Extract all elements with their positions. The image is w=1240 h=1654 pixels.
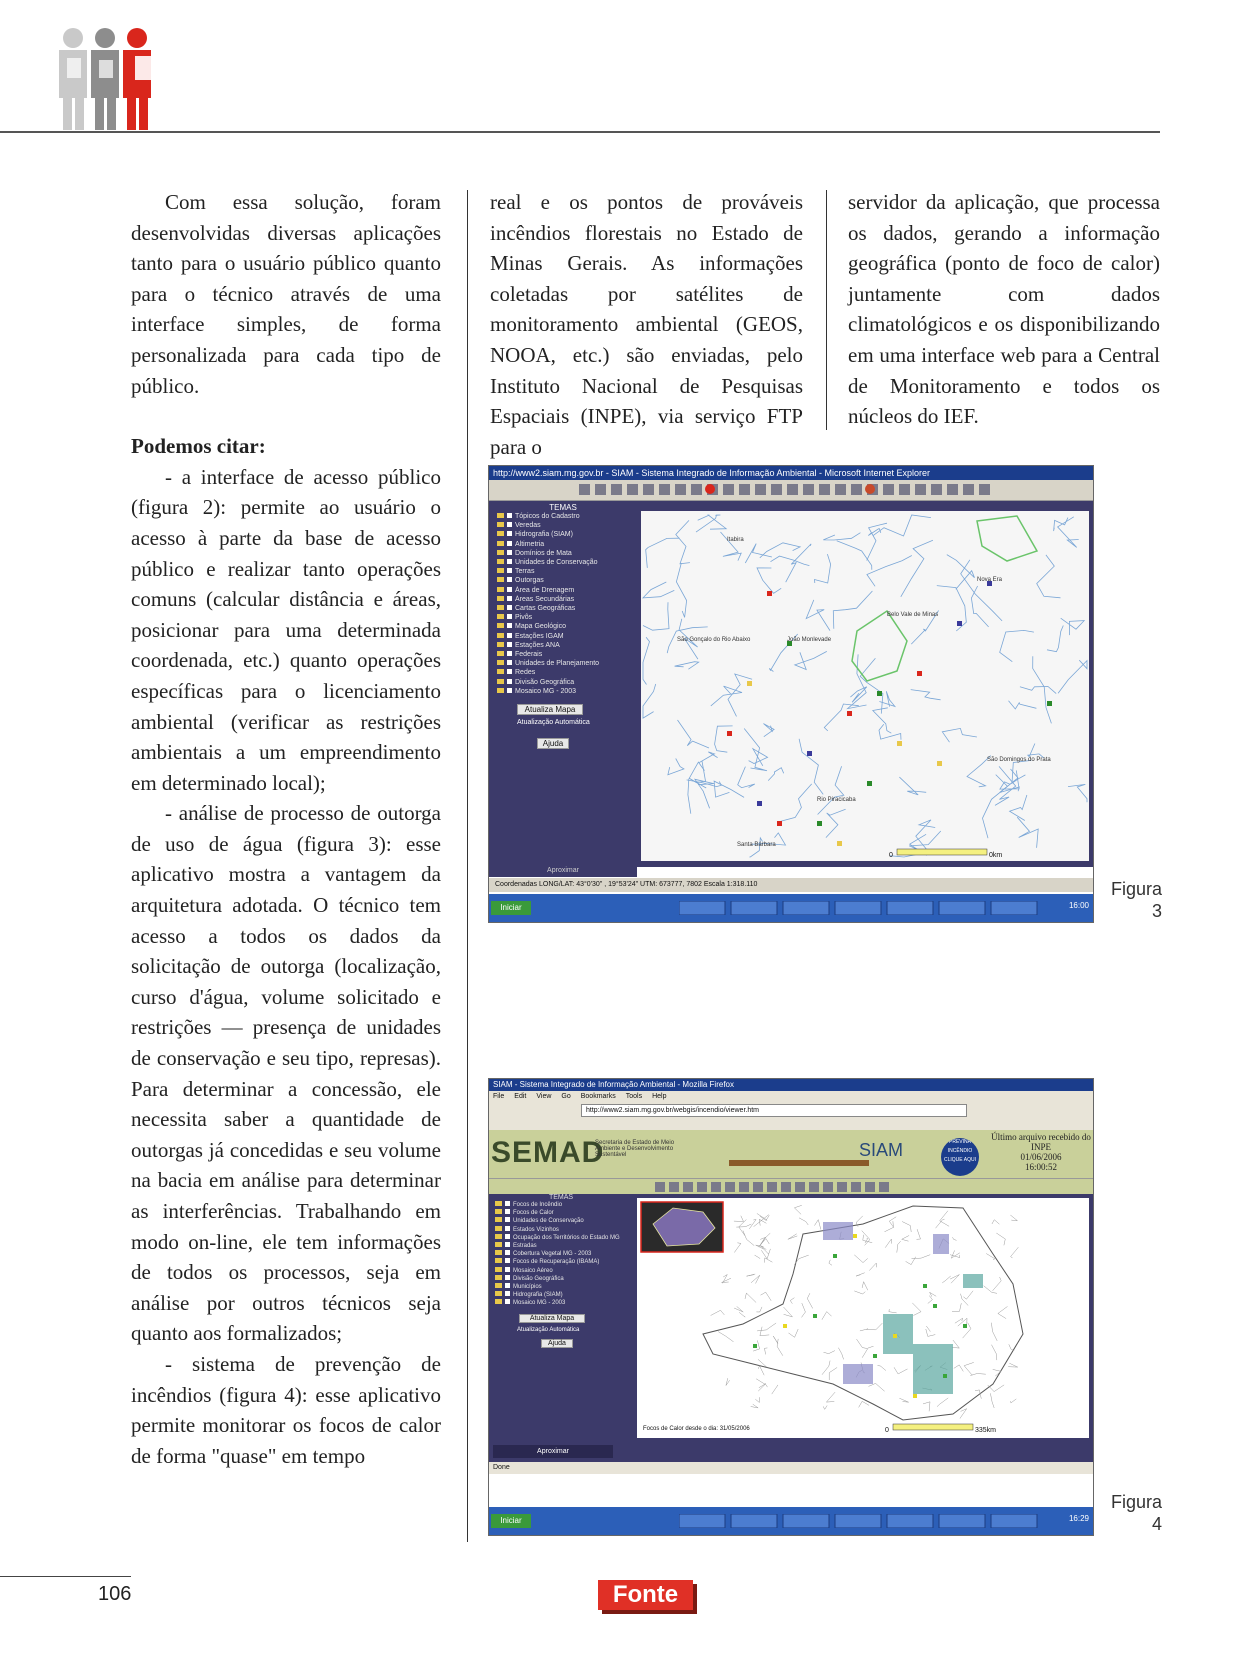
folder-icon <box>497 550 504 555</box>
folder-icon <box>495 1283 502 1288</box>
layer-item[interactable] <box>497 632 637 641</box>
figure-4-taskbar-items <box>679 1514 1039 1528</box>
layer-label: Redes <box>515 669 536 677</box>
paragraph-intro: Com essa solução, foram desenvolvidas diversas aplicações tanto para o usuário público quanto para o técnico através de uma interface simples, de forma personalizada para cada tipo de público. <box>131 190 441 398</box>
menu-item[interactable]: Edit <box>514 1093 527 1100</box>
checkbox-icon[interactable] <box>507 679 512 684</box>
map-point <box>747 681 752 686</box>
figure-4-caption-number: 4 <box>1151 1514 1162 1534</box>
text-column-1 <box>131 187 441 1471</box>
figure-4-screenshot <box>488 1078 1094 1536</box>
map-point <box>757 801 762 806</box>
scale-end-label: 335km <box>975 1427 997 1434</box>
layer-label: Unidades de Conservação <box>513 1218 584 1225</box>
figure-3-clock: 16:00 <box>1068 901 1089 910</box>
menu-item[interactable]: File <box>493 1093 505 1100</box>
map-point <box>807 751 812 756</box>
figure-4-status-text: Done <box>493 1464 510 1471</box>
figure-4-auto-update[interactable]: Atualização Automática <box>517 1326 580 1333</box>
checkbox-icon[interactable] <box>507 522 512 527</box>
folder-icon <box>497 522 504 527</box>
figure-3-map-frame <box>637 501 1093 867</box>
figure-4-taskbar <box>489 1507 1093 1535</box>
layer-label: Focos de Recuperação (IBAMA) <box>513 1259 600 1266</box>
figure-3-layer-list <box>489 512 637 696</box>
figure-4-panel-title: TEMAS <box>548 1194 574 1201</box>
layer-item[interactable] <box>497 558 637 567</box>
folder-icon <box>497 559 504 564</box>
layer-label: Estações ANA <box>515 641 560 649</box>
folder-icon <box>497 623 504 628</box>
figure-4-prevention-badge[interactable]: PREVINA INCÊNDIO CLIQUE AQUI <box>941 1138 979 1176</box>
folder-icon <box>495 1275 502 1280</box>
layer-item[interactable] <box>497 549 637 558</box>
figure-3-caption-word: Figura <box>1110 879 1162 899</box>
figure-4-layer-panel <box>489 1194 633 1442</box>
folder-icon <box>495 1242 502 1247</box>
paragraph-col3: servidor da aplicação, que processa os dados, gerando a informação geográfica (ponto de foco de calor) juntamente com dados climatológicos e os disponibilizando em uma interface web para a Central de Monitoramento e todos os núcleos do IEF. <box>848 190 1160 429</box>
conservation-zone <box>933 1234 949 1254</box>
map-point <box>767 591 772 596</box>
layer-label: Mosaico MG - 2003 <box>513 1300 566 1307</box>
map-point <box>1047 701 1052 706</box>
folder-icon <box>497 642 504 647</box>
figure-4-last-file-date: 01/06/2006 <box>1020 1152 1062 1162</box>
checkbox-icon[interactable] <box>507 642 512 647</box>
figure-4-last-file-time: 16:00:52 <box>1024 1162 1057 1172</box>
layer-label: Outorgas <box>515 577 544 585</box>
layer-label: Hidrografia (SIAM) <box>513 1292 563 1299</box>
layer-label: Altimetria <box>515 540 545 548</box>
map-place-label: São Domingos do Prata <box>987 757 1051 763</box>
conservation-zone <box>913 1344 953 1394</box>
checkbox-icon[interactable] <box>507 559 512 564</box>
checkbox-icon[interactable] <box>505 1267 510 1272</box>
layer-item[interactable] <box>497 659 637 668</box>
fire-spot <box>963 1324 967 1328</box>
layer-item[interactable] <box>495 1217 633 1225</box>
layer-item[interactable] <box>495 1209 633 1217</box>
checkbox-icon[interactable] <box>507 531 512 536</box>
figure-4-clock: 16:29 <box>1068 1514 1089 1523</box>
layer-item[interactable] <box>497 641 637 650</box>
folder-icon <box>495 1234 502 1239</box>
folder-icon <box>497 568 504 573</box>
page-number: 106 <box>98 1583 132 1605</box>
layer-label: Ocupação dos Territórios do Estado MG <box>513 1234 620 1241</box>
brand-logo-fonte: Fonte <box>598 1580 693 1610</box>
scale-start-label: 0 <box>885 1427 889 1434</box>
figure-4-toolbar-icons <box>489 1179 1093 1195</box>
text-column-2 <box>490 187 803 462</box>
figure-3-caption-number: 3 <box>1151 901 1162 921</box>
figure-4-header-stripe <box>729 1160 869 1166</box>
map-place-label: Belo Vale de Minas <box>887 612 939 618</box>
layer-item[interactable] <box>495 1258 633 1266</box>
menu-item[interactable]: Help <box>652 1093 667 1100</box>
layer-item[interactable] <box>497 530 637 539</box>
folder-icon <box>497 541 504 546</box>
figure-4-site-header <box>489 1130 1093 1178</box>
folder-icon <box>495 1267 502 1272</box>
layer-item[interactable] <box>497 687 637 696</box>
layer-label: Focos de Calor <box>513 1210 554 1217</box>
layer-label: Áreas Secundárias <box>515 595 575 603</box>
layer-item[interactable] <box>497 622 637 631</box>
figure-4-map-frame <box>633 1194 1093 1442</box>
figure-4-title: SIAM - Sistema Integrado de Informação Ambiental - Mozilla Firefox <box>493 1080 734 1089</box>
figure-3-auto-update[interactable]: Atualização Automática <box>517 719 590 727</box>
layer-label: Mapa Geológico <box>515 623 566 631</box>
layer-item[interactable] <box>497 521 637 530</box>
checkbox-icon[interactable] <box>507 550 512 555</box>
map-place-label: Santa Bárbara <box>737 842 776 848</box>
section-heading: Podemos citar: <box>131 434 266 459</box>
layer-label: Pivôs <box>515 614 533 622</box>
figure-4-layer-list <box>489 1201 633 1308</box>
folder-icon <box>495 1258 502 1263</box>
layer-label: Estradas <box>513 1243 537 1250</box>
layer-item[interactable] <box>495 1291 633 1299</box>
folder-icon <box>495 1291 502 1296</box>
figure-4-map-toolbar <box>489 1178 1093 1195</box>
checkbox-icon[interactable] <box>505 1234 510 1239</box>
footer-rule <box>0 1576 131 1577</box>
layer-label: Mosaico MG - 2003 <box>515 687 577 695</box>
scale-end-label: 0km <box>989 852 1003 859</box>
figure-3-toolbar-icons <box>489 480 1093 500</box>
layer-label: Cobertura Vegetal MG - 2003 <box>513 1251 592 1258</box>
text-column-3 <box>848 187 1160 432</box>
fire-spot <box>893 1334 897 1338</box>
folder-icon <box>495 1217 502 1222</box>
menu-item[interactable]: View <box>536 1093 552 1100</box>
map-point <box>777 821 782 826</box>
list-item-water-grant: - análise de processo de outorga de uso de água (figura 3): esse aplicativo mostra a vantagem da arquitetura adotada. O técnico tem acesso a todos os dados da solicitação de outorga (localização, curso d'água, volume solicitado e restrições — presença de unidades de conservação e seu tipo, represas). Para determinar a concessão, ele necessita saber a quantidade de outorgas já concedidas e seu volume na bacia em análise para determinar as interferências. Trabalhando em modo on-line, ele tem informações de todos os processos, seja em análise por outros técnicos seja quanto aos formalizados; <box>131 801 441 1346</box>
layer-item[interactable] <box>495 1275 633 1283</box>
figure-4-menu <box>489 1093 677 1100</box>
figure-4-update-button[interactable]: Atualiza Mapa <box>519 1314 585 1323</box>
folder-icon <box>497 513 504 518</box>
layer-item[interactable] <box>497 650 637 659</box>
map-place-label: João Monlevade <box>787 637 832 643</box>
layer-item[interactable] <box>495 1234 633 1242</box>
figure-4-start-button[interactable]: Iniciar <box>491 1514 531 1528</box>
scale-start-label: 0 <box>889 852 893 859</box>
checkbox-icon[interactable] <box>505 1299 510 1304</box>
checkbox-icon[interactable] <box>505 1209 510 1214</box>
figure-4-caption <box>1090 1491 1162 1535</box>
menu-item[interactable]: Bookmarks <box>580 1093 616 1100</box>
layer-label: Divisão Geográfica <box>515 678 575 686</box>
figure-4-caption-word: Figura <box>1110 1492 1162 1512</box>
checkbox-icon[interactable] <box>507 596 512 601</box>
checkbox-icon[interactable] <box>505 1283 510 1288</box>
layer-item[interactable] <box>497 567 637 576</box>
layer-item[interactable] <box>497 678 637 687</box>
figure-4-navbar <box>489 1102 1093 1118</box>
checkbox-icon[interactable] <box>507 623 512 628</box>
fire-spot <box>873 1354 877 1358</box>
checkbox-icon[interactable] <box>507 577 512 582</box>
folder-icon <box>497 651 504 656</box>
layer-item[interactable] <box>497 604 637 613</box>
figure-3-title: http://www2.siam.mg.gov.br - SIAM - Sistema Integrado de Informação Ambiental - Microsoft Internet Explorer <box>493 468 931 478</box>
fire-spot <box>933 1304 937 1308</box>
map-point <box>867 781 872 786</box>
figure-3-caption <box>1090 878 1162 922</box>
figure-4-iconbar <box>489 1118 1093 1130</box>
layer-item[interactable] <box>497 586 637 595</box>
checkbox-icon[interactable] <box>505 1217 510 1222</box>
layer-label: Federais <box>515 651 543 659</box>
layer-item[interactable] <box>497 512 637 521</box>
scale-bar <box>893 1424 973 1430</box>
checkbox-icon[interactable] <box>507 633 512 638</box>
layer-item[interactable] <box>495 1226 633 1234</box>
scale-bar <box>897 849 987 855</box>
map-point <box>877 691 882 696</box>
menu-item[interactable]: Go <box>561 1093 571 1100</box>
column-divider-2 <box>826 190 827 430</box>
folder-icon <box>495 1209 502 1214</box>
layer-item[interactable] <box>497 540 637 549</box>
layer-item[interactable] <box>495 1267 633 1275</box>
paragraph-col2: real e os pontos de prováveis incêndios florestais no Estado de Minas Gerais. As informações coletadas por satélites de monitoramento ambiental (GEOS, NOOA, etc.) são enviadas, pelo Instituto Nacional de Pesquisas Espaciais (INPE), via serviço FTP para o <box>490 190 803 459</box>
map-point <box>937 761 942 766</box>
fire-spot <box>943 1374 947 1378</box>
folder-icon <box>497 679 504 684</box>
figure-3-taskbar-items <box>679 901 1039 915</box>
checkbox-icon[interactable] <box>507 568 512 573</box>
folder-icon <box>497 688 504 693</box>
layer-item[interactable] <box>495 1242 633 1250</box>
menu-item[interactable]: Tools <box>625 1093 643 1100</box>
map-place-label: Rio Piracicaba <box>817 797 856 803</box>
layer-label: Hidrografia (SIAM) <box>515 531 573 539</box>
folder-icon <box>495 1201 502 1206</box>
figure-3-toolbar <box>489 480 1093 501</box>
layer-item[interactable] <box>495 1250 633 1258</box>
figure-4-statusbar <box>489 1462 1093 1474</box>
layer-item[interactable] <box>495 1201 633 1209</box>
folder-icon <box>497 633 504 638</box>
folder-icon <box>497 669 504 674</box>
checkbox-icon[interactable] <box>505 1226 510 1231</box>
map-point <box>897 741 902 746</box>
checkbox-icon[interactable] <box>505 1250 510 1255</box>
checkbox-icon[interactable] <box>507 651 512 656</box>
map-point <box>837 841 842 846</box>
checkbox-icon[interactable] <box>507 605 512 610</box>
folder-icon <box>495 1299 502 1304</box>
layer-label: Estados Vizinhos <box>513 1226 559 1233</box>
fire-spot <box>813 1314 817 1318</box>
checkbox-icon[interactable] <box>507 541 512 546</box>
layer-label: Unidades de Planejamento <box>515 660 600 668</box>
checkbox-icon[interactable] <box>507 587 512 592</box>
figure-4-last-file <box>989 1132 1093 1172</box>
figure-3-status-text: Coordenadas LONG/LAT: 43°0'30" , 19°53'24" UTM: 673777, 7802 Escala 1:318.110 <box>495 881 758 888</box>
checkbox-icon[interactable] <box>507 688 512 693</box>
checkbox-icon[interactable] <box>507 614 512 619</box>
list-item-fire-prevention: - sistema de prevenção de incêndios (figura 4): esse aplicativo permite monitorar os focos de calor de forma "quase" em tempo <box>131 1351 441 1468</box>
map-point <box>917 671 922 676</box>
people-logo-icon <box>55 26 175 130</box>
list-item-public-interface: - a interface de acesso público (figura 2): permite ao usuário o acesso à parte da base de acesso público e realizar tanto operações comuns (calcular distância e áreas, posicionar para uma determinada coordenada, etc.) quanto operações específicas para o licenciamento ambiental (verificar as restrições ambientais a um empreendimento em determinado local); <box>131 464 441 795</box>
figure-4-menubar <box>489 1091 1093 1102</box>
fire-spot <box>833 1254 837 1258</box>
column-divider-1 <box>467 190 468 1542</box>
checkbox-icon[interactable] <box>505 1201 510 1206</box>
figure-3-layer-panel <box>489 501 637 867</box>
figure-3-map <box>637 501 1093 867</box>
figure-3-panel-title: TEMAS <box>549 503 577 512</box>
layer-item[interactable] <box>497 576 637 585</box>
conservation-zone <box>883 1314 913 1354</box>
map-footer-label: Focos de Calor desde o dia: 31/05/2006 <box>643 1426 750 1432</box>
figure-4-brand-siam: SIAM <box>859 1140 904 1160</box>
fire-spot <box>753 1344 757 1348</box>
figure-4-bottom-bar <box>489 1442 1093 1462</box>
map-point <box>847 711 852 716</box>
figure-3-screenshot <box>488 465 1094 923</box>
fire-spot <box>783 1324 787 1328</box>
layer-label: Domínios de Mata <box>515 549 572 557</box>
folder-icon <box>497 587 504 592</box>
folder-icon <box>495 1226 502 1231</box>
figure-4-brand-semad: SEMAD <box>491 1136 605 1169</box>
figure-3-taskbar <box>489 894 1093 922</box>
layer-item[interactable] <box>495 1299 633 1307</box>
figure-3-zoom-label: Aproximar <box>489 867 637 877</box>
map-place-label: Nova Era <box>977 577 1003 583</box>
folder-icon <box>497 577 504 582</box>
figure-4-titlebar <box>489 1079 1093 1091</box>
conservation-zone <box>963 1274 983 1288</box>
layer-label: Unidades de Conservação <box>515 559 598 567</box>
folder-icon <box>497 605 504 610</box>
figure-3-statusbar <box>489 878 1093 892</box>
folder-icon <box>495 1250 502 1255</box>
layer-label: Mosaico Aéreo <box>513 1267 553 1274</box>
layer-label: Terras <box>515 568 535 576</box>
layer-label: Municípios <box>513 1284 542 1291</box>
layer-item[interactable] <box>497 613 637 622</box>
layer-label: Área de Drenagem <box>515 586 575 594</box>
map-point <box>957 621 962 626</box>
figure-3-start-button[interactable]: Iniciar <box>491 901 531 915</box>
folder-icon <box>497 596 504 601</box>
checkbox-icon[interactable] <box>505 1242 510 1247</box>
figure-4-zoom-label: Aproximar <box>493 1445 613 1458</box>
fire-spot <box>923 1284 927 1288</box>
layer-label: Focos de Incêndio <box>513 1202 563 1208</box>
conservation-zone <box>823 1222 853 1240</box>
layer-item[interactable] <box>495 1283 633 1291</box>
layer-label: Estações IGAM <box>515 632 564 640</box>
figure-4-blank <box>489 1474 1093 1498</box>
folder-icon <box>497 531 504 536</box>
conservation-zone <box>843 1364 873 1384</box>
fire-spot <box>913 1394 917 1398</box>
layer-label: Divisão Geográfica <box>513 1275 564 1282</box>
map-point <box>817 821 822 826</box>
figure-3-help-button[interactable]: Ajuda <box>537 738 569 749</box>
figure-3-update-button[interactable]: Atualiza Mapa <box>517 704 583 715</box>
figure-4-last-file-label: Último arquivo recebido do INPE <box>991 1132 1091 1152</box>
checkbox-icon[interactable] <box>507 513 512 518</box>
figure-4-brand-sub: Secretaria de Estado de Meio Ambiente e Desenvolvimento Sustentável <box>595 1140 675 1158</box>
header-rule <box>0 131 1160 133</box>
layer-label: Tópicos do Cadastro <box>515 513 580 520</box>
map-place-label: São Gonçalo do Rio Abaixo <box>677 637 751 643</box>
figure-4-help-button[interactable]: Ajuda <box>541 1339 573 1348</box>
map-point <box>727 731 732 736</box>
layer-label: Veredas <box>515 522 541 530</box>
figure-3-titlebar <box>489 466 1093 480</box>
checkbox-icon[interactable] <box>507 669 512 674</box>
checkbox-icon[interactable] <box>505 1258 510 1263</box>
figure-4-url-field[interactable]: http://www2.siam.mg.gov.br/webgis/incendio/viewer.htm <box>581 1104 967 1117</box>
map-place-label: Itabira <box>727 537 744 543</box>
layer-label: Cartas Geográficas <box>515 605 576 613</box>
folder-icon <box>497 660 504 665</box>
fire-spot <box>853 1234 857 1238</box>
layer-item[interactable] <box>497 668 637 677</box>
figure-4-map <box>633 1194 1093 1442</box>
folder-icon <box>497 614 504 619</box>
checkbox-icon[interactable] <box>505 1291 510 1296</box>
checkbox-icon[interactable] <box>507 660 512 665</box>
checkbox-icon[interactable] <box>505 1275 510 1280</box>
layer-item[interactable] <box>497 595 637 604</box>
